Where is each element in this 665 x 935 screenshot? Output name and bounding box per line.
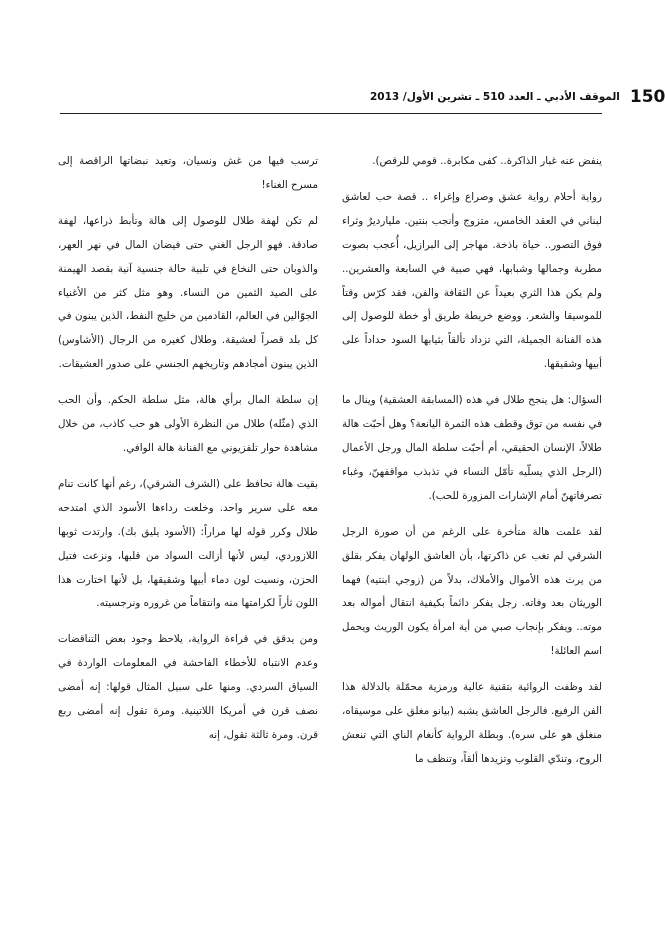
paragraph: ومن يدقق في قراءة الرواية، يلاحظ وجود بعض التناقضات وعدم الانتباه للأخطاء الفاحشة في المعلومات الواردة في السياق السردي. ومنها على سبيل المثال قولها: إنه أمضى نصف قرن في أمريكا اللاتينية. ومرة تقول إنه أمضى ربع قرن. ومرة ثالثة تقول، إنه (58, 633, 318, 741)
paragraph: إن سلطة المال برأي هالة، مثل سلطة الحكم. وأن الحب الذي (مثّله) طلال من النظرة الأولى هو حب كاذب، من خلال مشاهدة حوار تلفزيوني مع الفنانة هالة الوافي. (58, 394, 318, 454)
paragraph: بقيت هالة تحافظ على (الشرف الشرقي)، رغم أنها كانت تنام معه على سرير واحد. وخلعت رداءها الأسود الذي امتدحه طلال وكرر قوله لها مراراً: (الأسود يليق بك). وارتدت ثوبها اللازوردي، ليس لأنها أزالت السواد من قلبها، ونزعت فتيل الحزن، ونسيت لون دماء أبيها وشقيقها، بل لأنها اختارت هذا اللون ثأراً لكرامتها منه وانتقاماً من غروره ونرجسيته. (58, 477, 318, 610)
left-column (58, 150, 318, 748)
paragraph: لم تكن لهفة طلال للوصول إلى هالة وتأبط ذراعها، لهفة صادقة. فهو الرجل الغني حتى فيضان المال في نهر العهر، والذوبان حتى النخاع في تلبية حالة جنسية آنية بقصد الهيمنة على الصيد الثمين من النساء. وهو مثل كثر من الأغنياء الجوّالين في العالم، القادمين من خليج النفط، الذين يبنون في كل بلد قصراً لعشيقة. وطلال كغيره من الرجال (الأشاوس) الذين يبنون أمجادهم وتاريخهم الجنسي على صدور العشيقات. (58, 214, 318, 371)
paragraph: ينفض عنه غبار الذاكرة.. كفى مكابرة.. قومي للرقص). (372, 155, 602, 167)
paragraph: لقد علمت هالة متأخرة على الرغم من أن صورة الرجل الشرقي لم تغب عن ذاكرتها، بأن العاشق الولهان يفكر بقلق من يرث هذه الأموال والأملاك، بدلاً من (زوجي ابنتيه) فهما الوريثان بعد وفاته. رجل يفكر دائماً بكيفية انتقال أمواله بعد موته.. ويفكر بإنجاب صبي من أية امرأة يكون الوريث ويحمل اسم العائلة! (342, 525, 602, 658)
page-number: 150 (629, 87, 665, 107)
issue-info: الموقف الأدبي ـ العدد 510 ـ تشرين الأول/ 2013 (370, 91, 620, 103)
paragraph: ترسب فيها من غش ونسيان، وتعيد نبضاتها الراقصة إلى مسرح الغناء! (58, 155, 318, 191)
paragraph: لقد وظفت الروائية بتقنية عالية ورمزية محمّلة بالدلالة هذا الفن الرفيع. فالرجل العاشق يشبه (بيانو مغلق على موسيقاه، منغلق هو على سره). وبطلة الرواية كأنغام الناي التي تنعش الروح، وتندّي القلوب وتزيدها ألقاً، وتنظف ما (342, 681, 602, 765)
paragraph: السؤال: هل ينجح طلال في هذه (المسابقة العشقية) وينال ما في نفسه من توق وقطف هذه الثمرة اليانعة؟ وهل أحبّت هالة طلالاً، الإنسان الحقيقي، أم أحبّت سلطة المال ورجل الأعمال (الرجل الذي يسلّيه تأمّل النساء في تذبذب مواقفهنّ، وغباء تصرفاتهنّ أمام الإشارات المزورة للحب). (342, 394, 602, 502)
page-header (370, 86, 665, 108)
header-rule (60, 113, 602, 114)
right-column (342, 150, 602, 772)
paragraph: رواية أحلام رواية عشق وصراع وإغراء .. قصة حب لعاشق لبناني في العقد الخامس، متزوج وأنجب بنتين. مليارديرٌ وثراء فوق التصور.. حياة باذخة. مهاجر إلى البرازيل، أُعجب بصوت مطربة وجمالها وشبابها، فهي صبية في السابعة والعشرين.. ولم يكن هذا الثري بعيداً عن الثقافة والفن، فقد كرّس وقتاً للموسيقا والشعر. ووضع خريطة طريق أو خطة للوصول إلى هذه الفنانة الجميلة، التي تزداد تألقاً بثيابها السود حداداً على أبيها وشقيقها. (342, 190, 602, 371)
